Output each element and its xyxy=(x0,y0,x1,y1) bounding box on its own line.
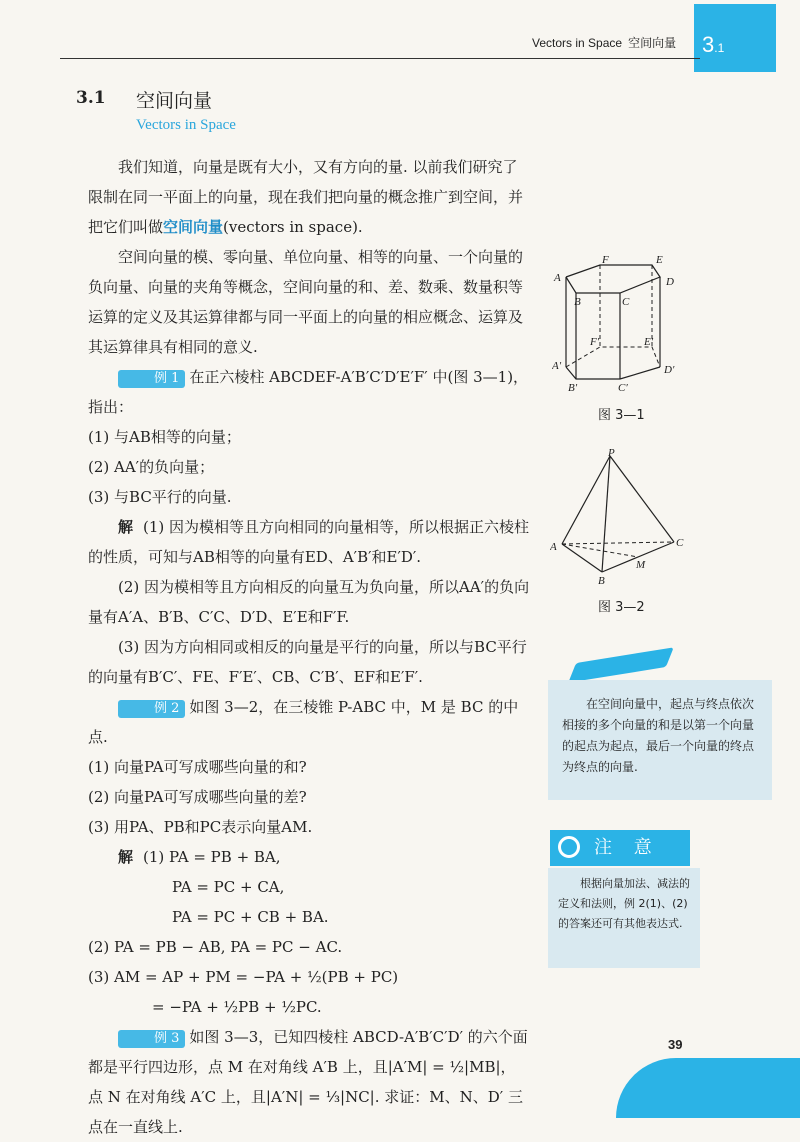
fig1-label-A: A xyxy=(554,272,561,284)
fig1-label-E-prime: E′ xyxy=(644,336,654,348)
example-2-q2: (2) 向量PA可写成哪些向量的差? xyxy=(88,788,307,806)
fig1-label-E: E xyxy=(656,255,663,266)
running-header xyxy=(532,34,676,51)
attention-note-text: 根据向量加法、减法的定义和法则，例 2(1)、(2)的答案还可有其他表达式. xyxy=(558,877,690,930)
fig2-label-A: A xyxy=(550,541,557,553)
attention-note xyxy=(548,868,700,968)
section-subtitle: Vectors in Space xyxy=(136,117,236,133)
example-3-tag: 例 3 xyxy=(118,1030,185,1048)
page-corner-decoration xyxy=(616,1058,800,1118)
fig1-label-D: D xyxy=(666,276,674,288)
example-2-q1: (1) 向量PA可写成哪些向量的和? xyxy=(88,758,307,776)
example-2-solution-3b: = −PA + ½PB + ½PC. xyxy=(152,998,322,1016)
fig2-label-B: B xyxy=(598,575,605,587)
attention-header: 注 意 xyxy=(550,830,690,866)
example-2-statement: 例 2 如图 3—2，在三棱锥 P-ABC 中，M 是 BC 的中点. xyxy=(88,698,519,746)
fig1-label-B: B xyxy=(574,296,581,308)
chapter-tab-number: 3.1 xyxy=(702,32,725,57)
fig1-label-C: C xyxy=(622,296,630,308)
fig1-label-C-prime: C′ xyxy=(618,382,628,394)
example-2-solution-2: (2) PA = PB − AB, PA = PC − AC. xyxy=(88,938,343,956)
margin-note-1-text: 在空间向量中，起点与终点依次相接的多个向量的和是以第一个向量的起点为起点，最后一个向量的终点为终点的向量. xyxy=(562,697,755,774)
fig1-label-A-prime: A′ xyxy=(552,360,562,372)
example-1-solution-1: 解 (1) 因为模相等且方向相同的向量相等，所以根据正六棱柱的性质，可知与AB相等的向量有ED、A′B′和E′D′. xyxy=(88,518,530,566)
fig1-label-F-prime: F′ xyxy=(590,336,600,348)
fig2-label-C: C xyxy=(676,537,684,549)
section-title: 空间向量 xyxy=(136,90,213,112)
section-number: 3.1 xyxy=(76,88,106,108)
example-1-statement: 例 1 在正六棱柱 ABCDEF-A′B′C′D′E′F′ 中(图 3—1)，指出： xyxy=(88,368,529,416)
figure-3-1-caption: 图 3—1 xyxy=(598,408,645,423)
page-number: 39 xyxy=(668,1037,683,1052)
margin-note-vector-sum xyxy=(548,680,772,800)
main-text xyxy=(88,152,530,1142)
intro-paragraph-1: 我们知道，向量是既有大小，又有方向的量. 以前我们研究了限制在同一平面上的向量，现在我们把向量的概念推广到空间，并把它们叫做空间向量(vectors in space). xyxy=(88,158,524,236)
example-2-solution-3a: (3) AM = AP + PM = −PA + ½(PB + PC) xyxy=(88,968,399,986)
header-cn: 空间向量 xyxy=(628,36,677,50)
attention-icon xyxy=(558,836,580,858)
example-2-solution-1b: PA = PC + CA, xyxy=(172,878,285,896)
figure-hexagonal-prism xyxy=(552,255,692,395)
header-rule xyxy=(60,58,700,59)
example-3-statement: 例 3 如图 3—3，已知四棱柱 ABCD-A′B′C′D′ 的六个面都是平行四边形，点 M 在对角线 A′B 上，且|A′M| = ½|MB|，点 N 在对角线 A′C 上，且|A′N| = ⅓|NC|. 求证：M、N、D′ 三点在一直线上. xyxy=(88,1028,528,1136)
intro-paragraph-2: 空间向量的模、零向量、单位向量、相等的向量、一个向量的负向量、向量的夹角等概念，空间向量的和、差、数乘、数量积等运算的定义及其运算律都与同一平面上的向量的相应概念、运算及其运算律具有相同的意义. xyxy=(88,248,524,356)
example-1-q2: (2) AA′的负向量； xyxy=(88,458,215,476)
figure-3-2-caption: 图 3—2 xyxy=(598,600,645,615)
fig1-label-F: F xyxy=(602,255,609,266)
example-1-q1: (1) 与AB相等的向量； xyxy=(88,428,241,446)
fig2-label-M: M xyxy=(636,559,646,571)
figure-triangular-pyramid xyxy=(550,448,690,588)
header-en: Vectors in Space xyxy=(532,36,623,50)
example-1-solution-2: (2) 因为模相等且方向相反的向量互为负向量，所以AA′的负向量有A′A、B′B、C′C、D′D、E′E和F′F. xyxy=(88,578,530,626)
key-term: 空间向量 xyxy=(163,218,224,236)
margin-note-brush xyxy=(568,647,674,682)
fig1-label-D-prime: D′ xyxy=(664,364,675,376)
fig2-label-P: P xyxy=(608,448,615,459)
example-2-tag: 例 2 xyxy=(118,700,185,718)
example-2-q3: (3) 用PA、PB和PC表示向量AM. xyxy=(88,818,313,836)
example-2-solution-1a: 解 (1) PA = PB + BA, xyxy=(118,848,281,866)
example-2-solution-1c: PA = PC + CB + BA. xyxy=(172,908,329,926)
example-1-solution-3: (3) 因为方向相同或相反的向量是平行的向量，所以与BC平行的向量有B′C′、FE、F′E′、CB、C′B′、EF和E′F′. xyxy=(88,638,527,686)
fig1-label-B-prime: B′ xyxy=(568,382,578,394)
example-1-q3: (3) 与BC平行的向量. xyxy=(88,488,232,506)
example-1-tag: 例 1 xyxy=(118,370,185,388)
